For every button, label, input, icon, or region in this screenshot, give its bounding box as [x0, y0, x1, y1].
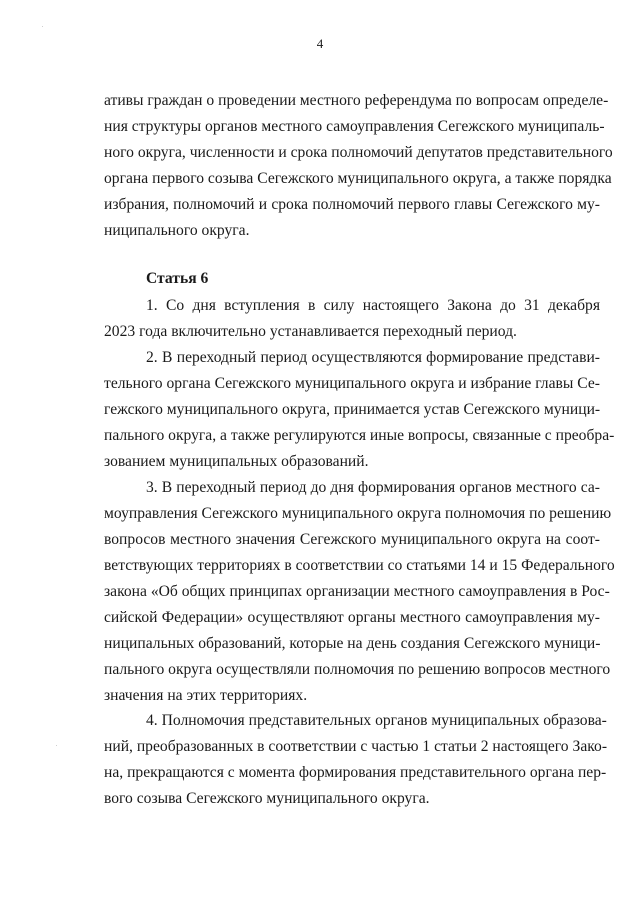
- paragraph-1: [104, 293, 600, 345]
- text-line: пального округа осуществляли полномочия по решению вопросов местного: [104, 661, 611, 678]
- text-line: на, прекращаются с момента формирования представительного органа пер-: [104, 764, 607, 781]
- text-line: 2. В переходный период осуществляются формирование представи-: [146, 349, 600, 366]
- text-line: ветствующих территориях в соответствии со статьями 14 и 15 Федерального: [104, 557, 615, 574]
- scan-speck: [42, 26, 43, 27]
- intro-paragraph: [104, 88, 613, 244]
- text-line: ниципального округа.: [104, 222, 250, 239]
- text-line: 4. Полномочия представительных органов муниципальных образова-: [146, 712, 607, 729]
- article-heading: Статья 6: [146, 270, 209, 287]
- scan-speck: [56, 745, 57, 746]
- text-line: зованием муниципальных образований.: [104, 453, 369, 470]
- text-line: значения на этих территориях.: [104, 687, 308, 704]
- text-line: сийской Федерации» осуществляют органы местного самоуправления му-: [104, 609, 600, 626]
- text-line: ативы граждан о проведении местного референдума по вопросам определе-: [104, 92, 609, 109]
- text-line: гежского муниципального округа, принимается устав Сегежского муници-: [104, 401, 601, 418]
- text-line: тельного органа Сегежского муниципального округа и избрание главы Се-: [104, 375, 600, 392]
- text-line: пального округа, а также регулируются иные вопросы, связанные с преобра-: [104, 427, 615, 444]
- text-line: 2023 года включительно устанавливается переходный период.: [104, 323, 517, 340]
- page-number: 4: [316, 36, 324, 51]
- text-line: моуправления Сегежского муниципального округа полномочия по решению: [104, 505, 612, 522]
- text-line: ниципальных образований, которые на день создания Сегежского муници-: [104, 635, 601, 652]
- text-line: вопросов местного значения Сегежского муниципального округа на соот-: [104, 531, 600, 548]
- text-line: 1. Со дня вступления в силу настоящего Закона до 31 декабря: [146, 297, 600, 314]
- text-line: ния структуры органов местного самоуправления Сегежского муниципаль-: [104, 118, 605, 135]
- text-line: ного округа, численности и срока полномочий депутатов представительного: [104, 144, 613, 161]
- text-line: ний, преобразованных в соответствии с частью 1 статьи 2 настоящего Зако-: [104, 738, 608, 755]
- text-line: 3. В переходный период до дня формирования органов местного са-: [146, 479, 600, 496]
- text-line: органа первого созыва Сегежского муниципального округа, а также порядка: [104, 170, 612, 187]
- text-line: избрания, полномочий и срока полномочий первого главы Сегежского му-: [104, 196, 600, 213]
- paragraph-2: [104, 345, 615, 475]
- paragraph-3: [104, 475, 615, 709]
- text-line: вого созыва Сегежского муниципального округа.: [104, 790, 430, 807]
- text-line: закона «Об общих принципах организации местного самоуправления в Рос-: [104, 583, 610, 600]
- paragraph-4: [104, 708, 608, 812]
